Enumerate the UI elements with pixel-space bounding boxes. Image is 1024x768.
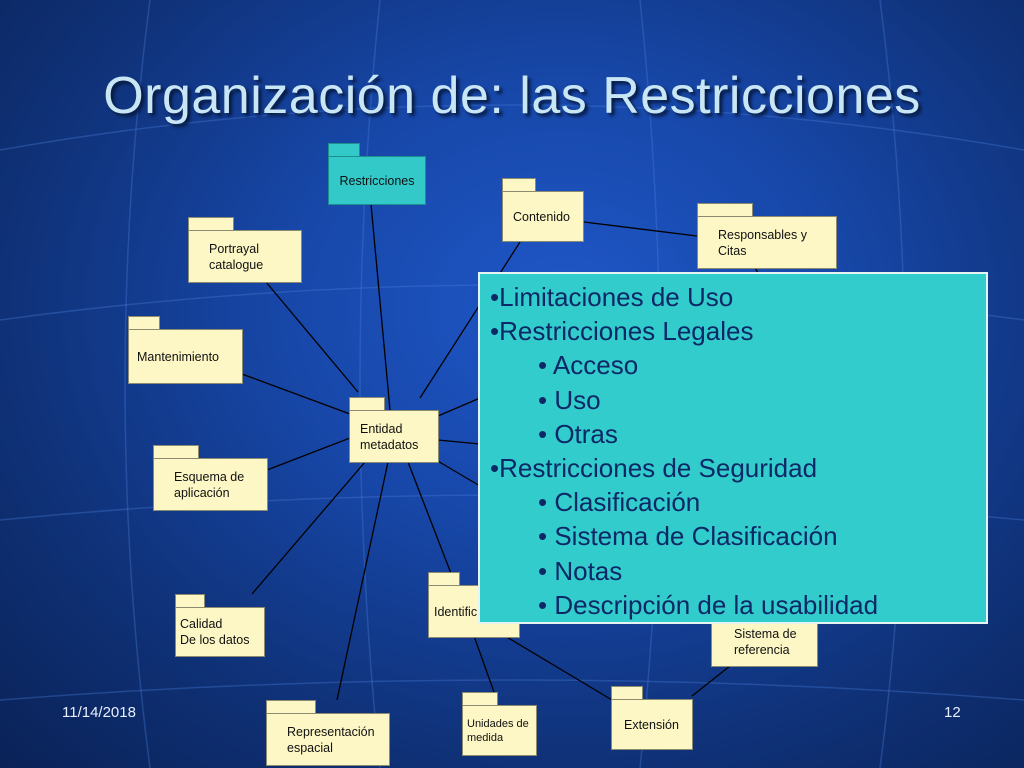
package-tab [697, 203, 753, 217]
list-item: • Descripción de la usabilidad [538, 589, 879, 620]
line-extension [505, 636, 612, 700]
package-tab [153, 445, 199, 459]
package-tab [266, 700, 316, 714]
list-item: •Restricciones Legales [490, 316, 754, 347]
package-calidad[interactable] [175, 594, 265, 657]
package-responsables[interactable] [697, 203, 837, 269]
line-portrayal [266, 282, 358, 392]
package-extension[interactable] [611, 686, 693, 750]
line-popup-b [438, 440, 480, 444]
package-contenido[interactable] [502, 178, 584, 242]
package-label: Responsables y Citas [718, 227, 807, 258]
line-mantenimiento [242, 374, 350, 414]
package-label: Identific [434, 604, 478, 619]
package-tab [175, 594, 205, 608]
package-label: Extensión [624, 717, 679, 732]
list-item: •Restricciones de Seguridad [490, 453, 818, 484]
package-restricciones[interactable] [328, 143, 426, 205]
list-item: • Clasificación [538, 487, 701, 518]
slide-title: Organización de: las Restricciones [103, 67, 921, 125]
package-label: Portrayal catalogue [209, 241, 264, 272]
package-label: Sistema de referencia [734, 626, 797, 657]
package-tab [502, 178, 536, 192]
line-unidades [474, 636, 494, 692]
package-label: Esquema de aplicación [174, 469, 245, 500]
list-item: • Acceso [538, 350, 639, 381]
list-item: •Limitaciones de Uso [490, 282, 734, 312]
list-item: • Uso [538, 384, 601, 415]
slide-date: 11/14/2018 [62, 704, 136, 721]
line-representacion [337, 462, 388, 700]
package-label: Contenido [513, 209, 570, 224]
package-label: Entidad metadatos [360, 421, 419, 452]
package-portrayal[interactable] [188, 217, 302, 283]
package-label: Restricciones [339, 173, 415, 188]
list-item: • Notas [538, 555, 623, 586]
list-item: • Otras [538, 418, 618, 449]
line-esquema [267, 438, 350, 470]
line-calidad [252, 462, 365, 594]
package-tab [611, 686, 643, 700]
line-restricciones [371, 204, 390, 410]
package-label: Calidad De los datos [180, 617, 250, 647]
line-popup-a [438, 398, 480, 416]
package-label: Unidades de medida [467, 717, 529, 744]
package-tab [428, 572, 460, 586]
package-label: Representación espacial [287, 724, 375, 755]
package-mantenimiento[interactable] [128, 316, 243, 384]
package-esquema[interactable] [153, 445, 268, 511]
package-tab [328, 143, 360, 157]
package-entidad-metadatos[interactable] [349, 397, 439, 463]
package-representacion[interactable] [266, 700, 390, 766]
restrictions-list-panel [478, 272, 988, 624]
package-label: Mantenimiento [137, 349, 219, 364]
line-sistema-extension [692, 666, 730, 696]
line-identificacion [408, 462, 452, 576]
package-tab [349, 397, 385, 411]
package-tab [462, 692, 498, 706]
package-tab [128, 316, 160, 330]
line-contenido-responsables [584, 222, 697, 236]
slide-page-number: 12 [944, 704, 961, 721]
list-item: • Sistema de Clasificación [538, 521, 838, 552]
package-unidades[interactable] [462, 692, 537, 756]
line-popup-c [436, 460, 480, 486]
package-tab [188, 217, 234, 231]
